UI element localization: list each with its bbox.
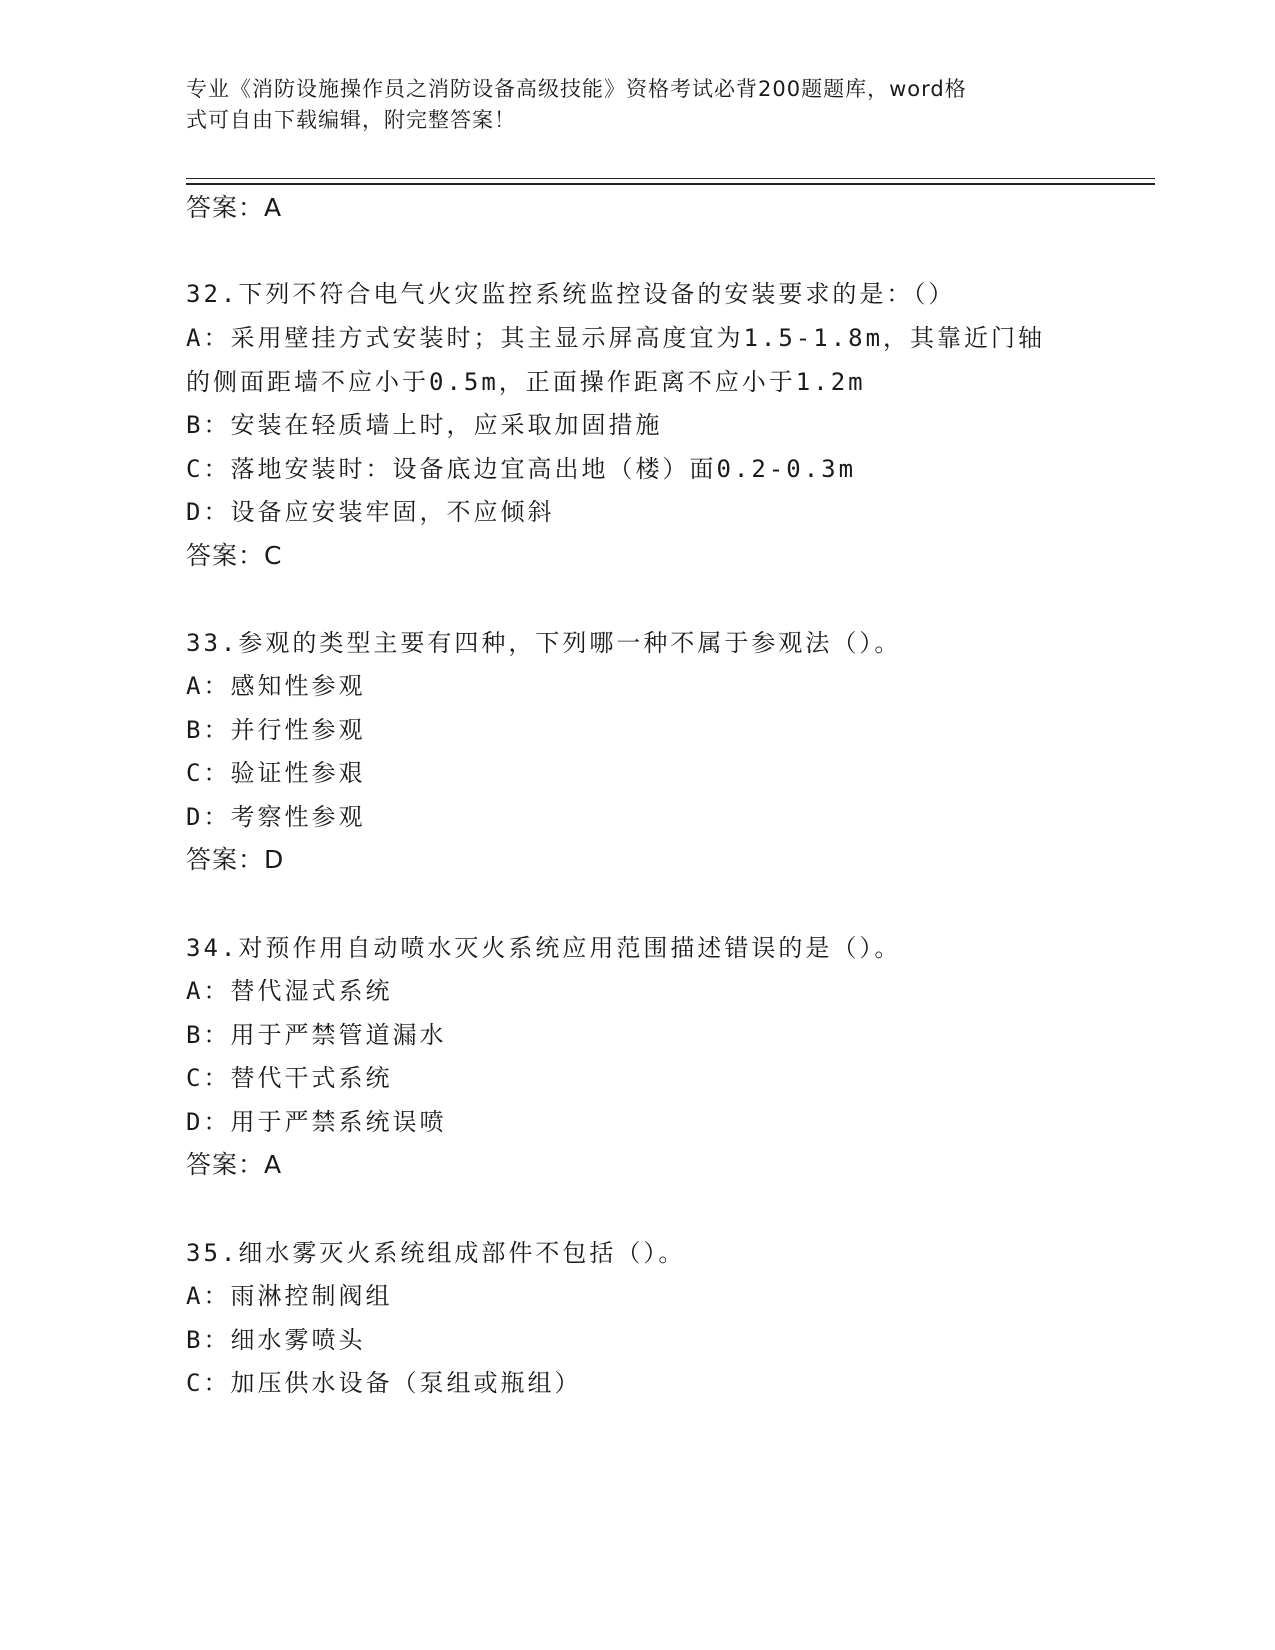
- question-32-stem: 32.下列不符合电气火灾监控系统监控设备的安装要求的是：（）: [186, 280, 956, 308]
- document-header: [186, 74, 1066, 136]
- question-34-option-a: A：替代湿式系统: [186, 977, 393, 1005]
- question-32-option-d: D：设备应安装牢固，不应倾斜: [186, 498, 555, 526]
- question-35-option-b: B：细水雾喷头: [186, 1326, 366, 1354]
- question-35-option-c: C：加压供水设备（泵组或瓶组）: [186, 1369, 582, 1397]
- question-33-stem: 33.参观的类型主要有四种，下列哪一种不属于参观法（）。: [186, 629, 902, 657]
- question-35-option-a: A：雨淋控制阀组: [186, 1282, 393, 1310]
- question-34-stem: 34.对预作用自动喷水灭火系统应用范围描述错误的是（）。: [186, 934, 902, 962]
- question-32-option-a: A：采用壁挂方式安装时；其主显示屏高度宜为1.5-1.8m，其靠近门轴: [186, 324, 1046, 352]
- question-32-option-b: B：安装在轻质墙上时，应采取加固措施: [186, 411, 663, 439]
- question-32-answer: 答案：C: [186, 541, 283, 570]
- header-line-2: 式可自由下载编辑，附完整答案！: [186, 108, 516, 132]
- previous-answer: 答案：A: [186, 193, 283, 222]
- question-33-answer: 答案：D: [186, 845, 285, 874]
- question-33-option-a: A：感知性参观: [186, 672, 366, 700]
- question-34-option-b: B：用于严禁管道漏水: [186, 1021, 447, 1049]
- question-33-option-c: C：验证性参艰: [186, 759, 366, 787]
- question-34-answer: 答案：A: [186, 1150, 283, 1179]
- question-34-option-d: D：用于严禁系统误喷: [186, 1108, 447, 1136]
- header-line-1: 专业《消防设施操作员之消防设备高级技能》资格考试必背200题题库，word格: [186, 77, 967, 101]
- question-33-option-b: B：并行性参观: [186, 716, 366, 744]
- question-33-option-d: D：考察性参观: [186, 803, 366, 831]
- question-34-option-c: C：替代干式系统: [186, 1064, 393, 1092]
- header-divider-thick: [186, 183, 1155, 185]
- question-32-option-c: C：落地安装时：设备底边宜高出地（楼）面0.2-0.3m: [186, 455, 857, 483]
- question-32-option-a-cont: 的侧面距墙不应小于0.5m，正面操作距离不应小于1.2m: [186, 368, 866, 396]
- header-divider-thin: [186, 178, 1155, 179]
- question-35-stem: 35.细水雾灭火系统组成部件不包括（）。: [186, 1239, 686, 1267]
